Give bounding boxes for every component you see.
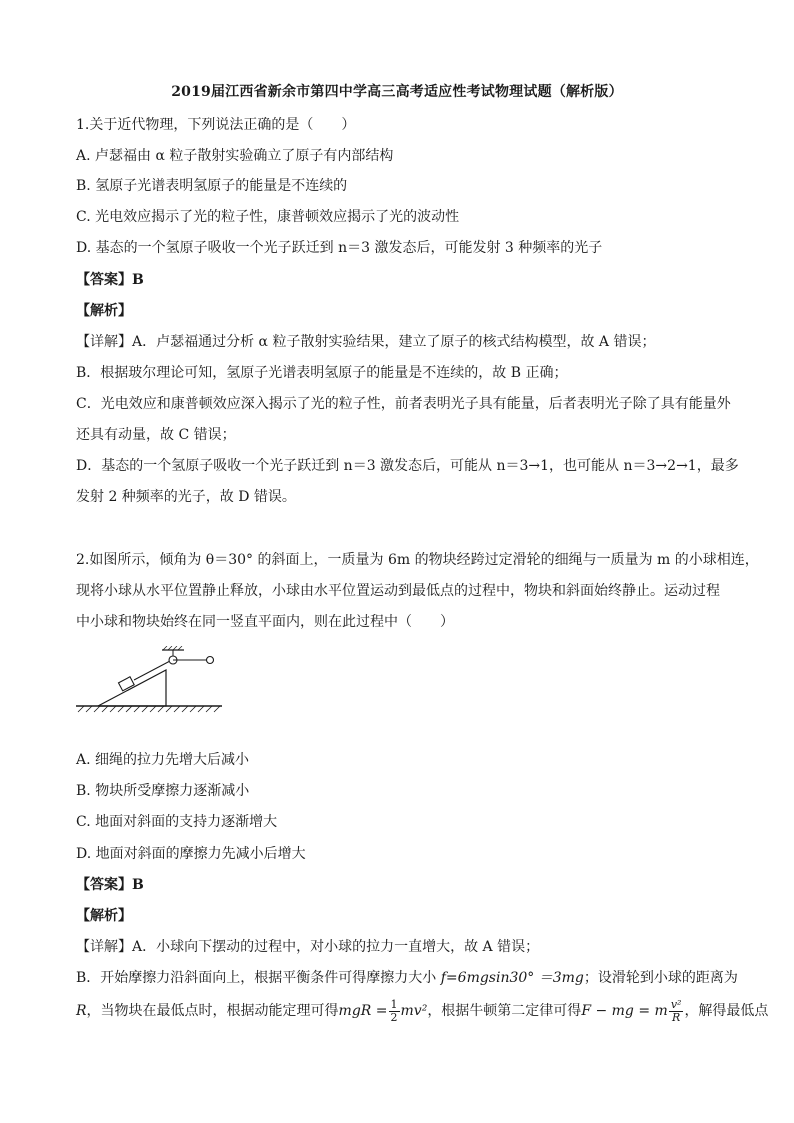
energy-eq-left: mgR = <box>338 1003 388 1019</box>
q2-explanation-b2-text1: ，当物块在最低点时，根据动能定理可得 <box>86 1003 339 1019</box>
q2-explanation-b2-text3: ，解得最低点 <box>684 1003 769 1019</box>
q2-explanation-b-line2 <box>76 996 768 1026</box>
q2-analysis-label: 【解析】 <box>76 908 132 924</box>
q2-answer: 【答案】B <box>76 877 144 893</box>
q2-option-c: C. 地面对斜面的支持力逐渐增大 <box>76 814 278 830</box>
incline <box>98 670 166 706</box>
ground-hatching <box>78 706 220 712</box>
q1-explanation-a: 【详解】A．卢瑟福通过分析 α 粒子散射实验结果，建立了原子的核式结构模型，故 A 错误； <box>76 334 656 350</box>
q1-explanation-d-cont: 发射 2 种频率的光子，故 D 错误。 <box>76 489 296 505</box>
q2-explanation-b2-text2: ，根据牛顿第二定律可得 <box>427 1003 582 1019</box>
q1-answer: 【答案】B <box>76 272 144 288</box>
fraction-half-numerator: 1 <box>390 997 398 1011</box>
q2-explanation-b-line1 <box>76 968 738 988</box>
q2-option-d: D. 地面对斜面的摩擦力先减小后增大 <box>76 846 306 862</box>
page-title: 2019届江西省新余市第四中学高三高考适应性考试物理试题（解析版） <box>171 84 623 100</box>
fraction-r-denominator: R <box>671 1010 681 1024</box>
friction-formula: f=6mgsin30° ＝3mg <box>440 970 584 986</box>
q2-option-b: B. 物块所受摩擦力逐渐减小 <box>76 783 250 799</box>
q1-option-a: A. 卢瑟福由 α 粒子散射实验确立了原子有内部结构 <box>76 148 394 164</box>
fraction-v2-over-r <box>669 999 684 1024</box>
incline-pulley-figure <box>74 646 224 714</box>
q1-analysis-label: 【解析】 <box>76 303 132 319</box>
fraction-half <box>389 999 400 1024</box>
q1-option-d: D. 基态的一个氢原子吸收一个光子跃迁到 n＝3 激发态后，可能发射 3 种频率的光子 <box>76 240 603 256</box>
q1-explanation-c: C．光电效应和康普顿效应深入揭示了光的粒子性，前者表明光子具有能量，后者表明光子除了具有能量外 <box>76 396 731 412</box>
q2-stem-line2: 现将小球从水平位置静止释放，小球由水平位置运动到最低点的过程中，物块和斜面始终静止。运动过程 <box>76 583 720 599</box>
q2-explanation-a: 【详解】A．小球向下摆动的过程中，对小球的拉力一直增大，故 A 错误； <box>76 939 540 955</box>
fraction-v2-numerator: v² <box>670 997 682 1011</box>
q1-explanation-d: D．基态的一个氢原子吸收一个光子跃迁到 n＝3 激发态后，可能从 n＝3→1，也可能从 n＝3→2→1，最多 <box>76 458 739 474</box>
q1-stem: 1.关于近代物理，下列说法正确的是（ ） <box>76 117 356 133</box>
energy-eq-right: mv² <box>400 1003 428 1019</box>
q2-stem-line3: 中小球和物块始终在同一竖直平面内，则在此过程中（ ） <box>76 614 454 630</box>
q1-explanation-c-cont: 还具有动量，故 C 错误； <box>76 427 236 443</box>
fraction-half-denominator: 2 <box>390 1010 398 1024</box>
q1-option-c: C. 光电效应揭示了光的粒子性，康普顿效应揭示了光的波动性 <box>76 209 460 225</box>
q1-option-b: B. 氢原子光谱表明氢原子的能量是不连续的 <box>76 178 348 194</box>
q2-explanation-b-pre: B．开始摩擦力沿斜面向上，根据平衡条件可得摩擦力大小 <box>76 970 441 986</box>
q2-option-a: A. 细绳的拉力先增大后减小 <box>76 752 250 768</box>
q1-explanation-b: B．根据玻尔理论可知，氢原子光谱表明氢原子的能量是不连续的，故 B 正确； <box>76 365 568 381</box>
radius-symbol: R <box>76 1003 87 1019</box>
q2-explanation-b-post: ；设滑轮到小球的距离为 <box>583 970 738 986</box>
ball <box>207 657 214 664</box>
newton-eq-left: F − mg = m <box>581 1003 668 1019</box>
q2-stem-line1: 2.如图所示，倾角为 θ＝30° 的斜面上，一质量为 6m 的物块经跨过定滑轮的细绳与一质量为 m 的小球相连， <box>76 552 759 568</box>
